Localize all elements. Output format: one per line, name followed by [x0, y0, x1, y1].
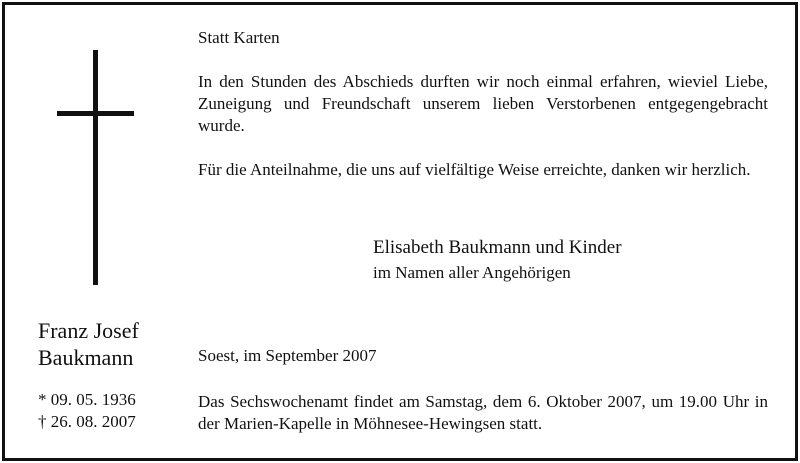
deceased-first-names: Franz Josef	[38, 318, 139, 343]
message-paragraph-2: Für die Anteilnahme, die uns auf vielfältige Weise erreichte, danken wir herzlich.	[198, 160, 751, 179]
salutation: Statt Karten	[198, 28, 280, 47]
deceased-surname: Baukmann	[38, 345, 134, 370]
life-dates	[38, 389, 136, 433]
cross-icon	[93, 50, 98, 285]
death-row	[38, 411, 136, 433]
service-notice: Das Sechswochenamt findet am Samstag, dem 6. Oktober 2007, um 19.00 Uhr in der Marien-Kapelle in Möhnesee-Hewingsen statt.	[198, 392, 768, 433]
birth-date: 09. 05. 1936	[50, 390, 136, 409]
death-symbol: †	[38, 412, 47, 431]
signer-subline: im Namen aller Angehörigen	[373, 263, 571, 282]
deceased-name	[38, 317, 139, 371]
birth-symbol: *	[38, 390, 47, 409]
cross-icon-bar	[57, 111, 134, 116]
message-paragraph-1: In den Stunden des Abschieds durften wir noch einmal erfahren, wieviel Liebe, Zuneigung und Freundschaft unserem lieben Verstorbenen entgegengebracht wurde.	[198, 72, 768, 135]
birth-row	[38, 389, 136, 411]
death-date: 26. 08. 2007	[50, 412, 136, 431]
place-date: Soest, im September 2007	[198, 346, 377, 365]
signer-name: Elisabeth Baukmann und Kinder	[373, 237, 622, 258]
